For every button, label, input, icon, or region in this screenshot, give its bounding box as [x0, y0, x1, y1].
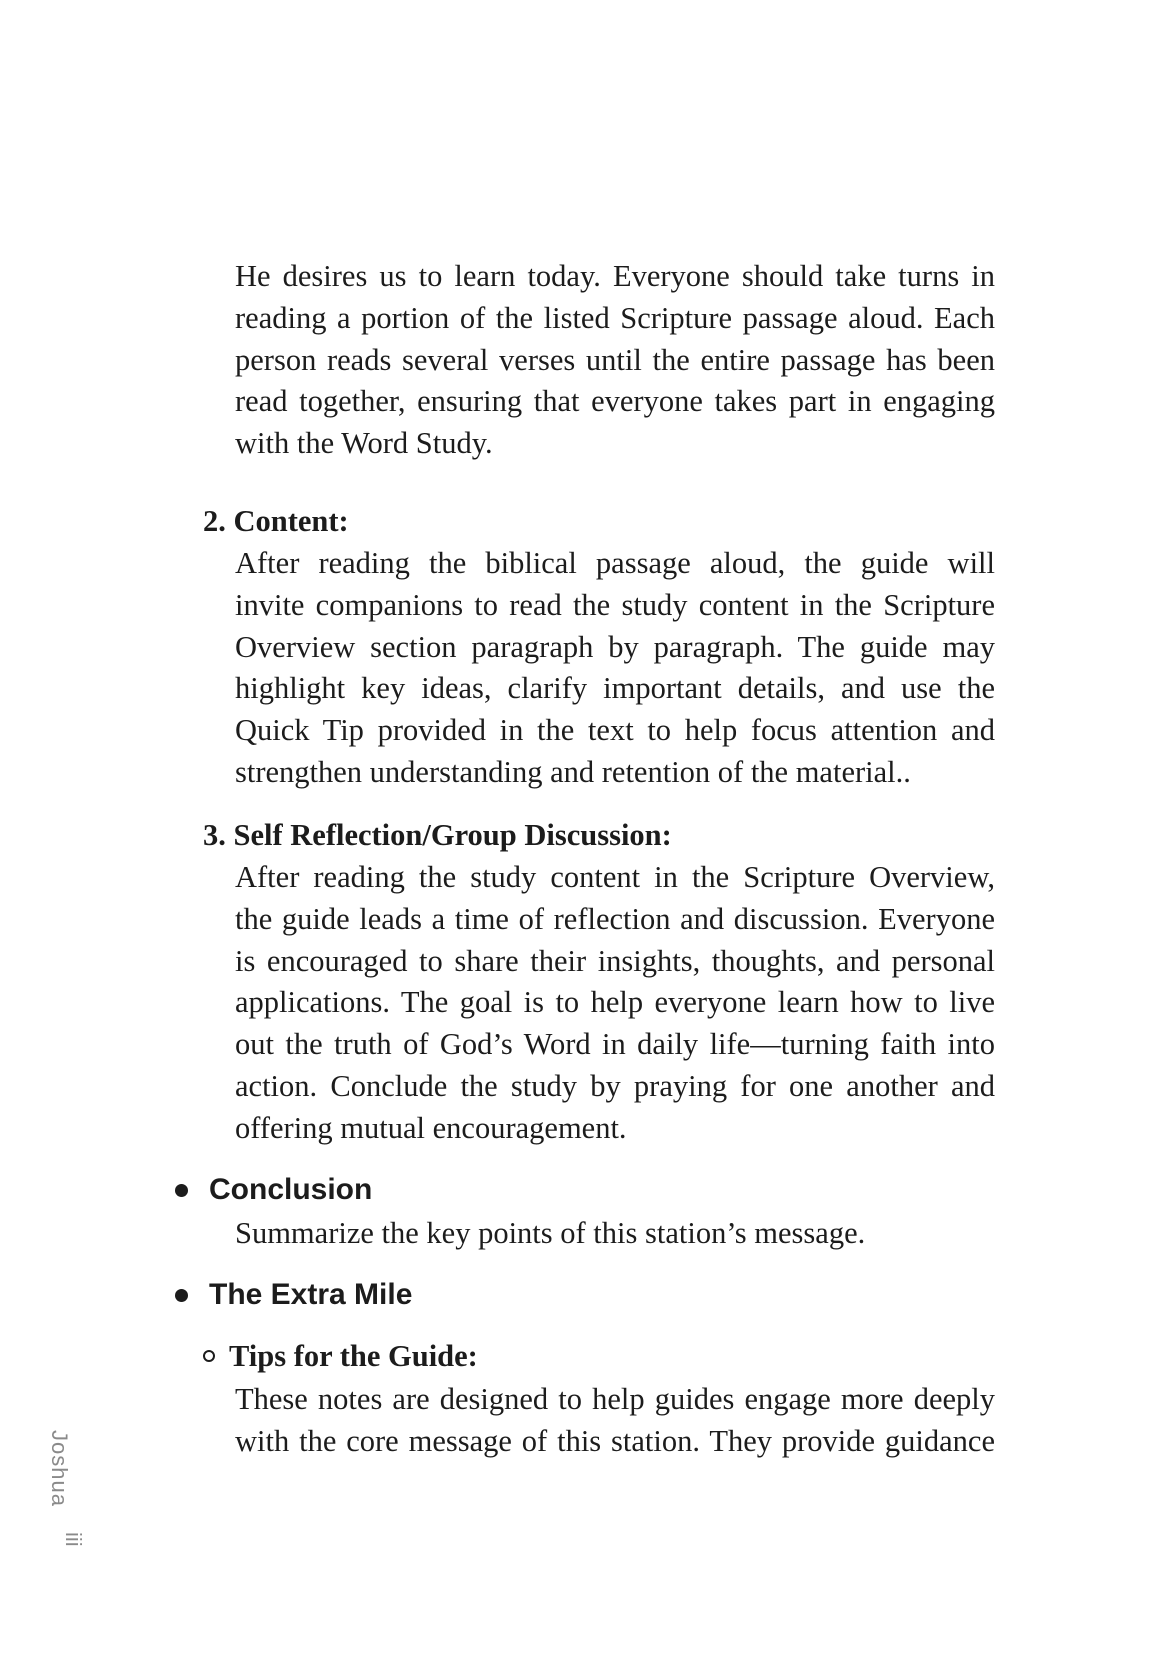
- content-line: Overview section paragraph by paragraph. The guide may: [235, 629, 995, 664]
- extra-mile-heading: [175, 1275, 412, 1315]
- content-heading: 2. Content:: [203, 504, 349, 538]
- self-reflection-line: offering mutual encouragement.: [235, 1110, 627, 1145]
- tips-heading: [203, 1336, 478, 1376]
- conclusion-paragraph: [235, 1213, 995, 1255]
- content-line: strengthen understanding and retention of the material..: [235, 754, 911, 789]
- self-reflection-line: action. Conclude the study by praying for one another and: [235, 1068, 995, 1103]
- content-line: Quick Tip provided in the text to help focus attention and: [235, 713, 995, 748]
- intro-line: He desires us to learn today. Everyone should take turns in: [235, 259, 995, 293]
- intro-line: person reads several verses until the entire passage has been: [235, 342, 995, 377]
- self-reflection-line: the guide leads a time of reflection and discussion. Everyone: [235, 901, 995, 936]
- extra-mile-heading-text: The Extra Mile: [209, 1278, 413, 1311]
- self-reflection-line: After reading the study content in the Scripture Overview,: [235, 860, 995, 894]
- tips-line: with the core message of this station. They provide guidance: [235, 1423, 995, 1458]
- bullet-icon: [175, 1184, 188, 1197]
- self-reflection-line: out the truth of God’s Word in daily life—turning faith into: [235, 1027, 995, 1062]
- content-paragraph: [235, 543, 995, 794]
- content-line: After reading the biblical passage aloud, the guide will: [235, 546, 995, 580]
- conclusion-heading: [175, 1170, 372, 1210]
- self-reflection-heading: 3. Self Reflection/Group Discussion:: [203, 818, 672, 852]
- tips-paragraph: [235, 1379, 995, 1463]
- intro-line: reading a portion of the listed Scripture passage aloud. Each: [235, 300, 995, 335]
- self-reflection-line: is encouraged to share their insights, thoughts, and personal: [235, 943, 995, 978]
- content-line: invite companions to read the study content in the Scripture: [235, 587, 995, 622]
- tips-line: These notes are designed to help guides engage more deeply: [235, 1382, 995, 1416]
- content-line: highlight key ideas, clarify important details, and use the: [235, 671, 995, 706]
- self-reflection-paragraph: [235, 857, 995, 1150]
- page-number: iii: [61, 1532, 86, 1547]
- intro-line: with the Word Study.: [235, 426, 493, 461]
- conclusion-heading-text: Conclusion: [209, 1173, 373, 1206]
- tips-heading-text: Tips for the Guide:: [229, 1339, 478, 1373]
- self-reflection-line: applications. The goal is to help everyone learn how to live: [235, 985, 995, 1020]
- conclusion-line: Summarize the key points of this station’s message.: [235, 1216, 866, 1250]
- book-title: Joshua: [47, 1430, 72, 1507]
- bullet-icon: [175, 1289, 188, 1302]
- intro-line: read together, ensuring that everyone takes part in engaging: [235, 384, 995, 419]
- intro-paragraph: [235, 256, 995, 465]
- hollow-bullet-icon: [203, 1350, 215, 1362]
